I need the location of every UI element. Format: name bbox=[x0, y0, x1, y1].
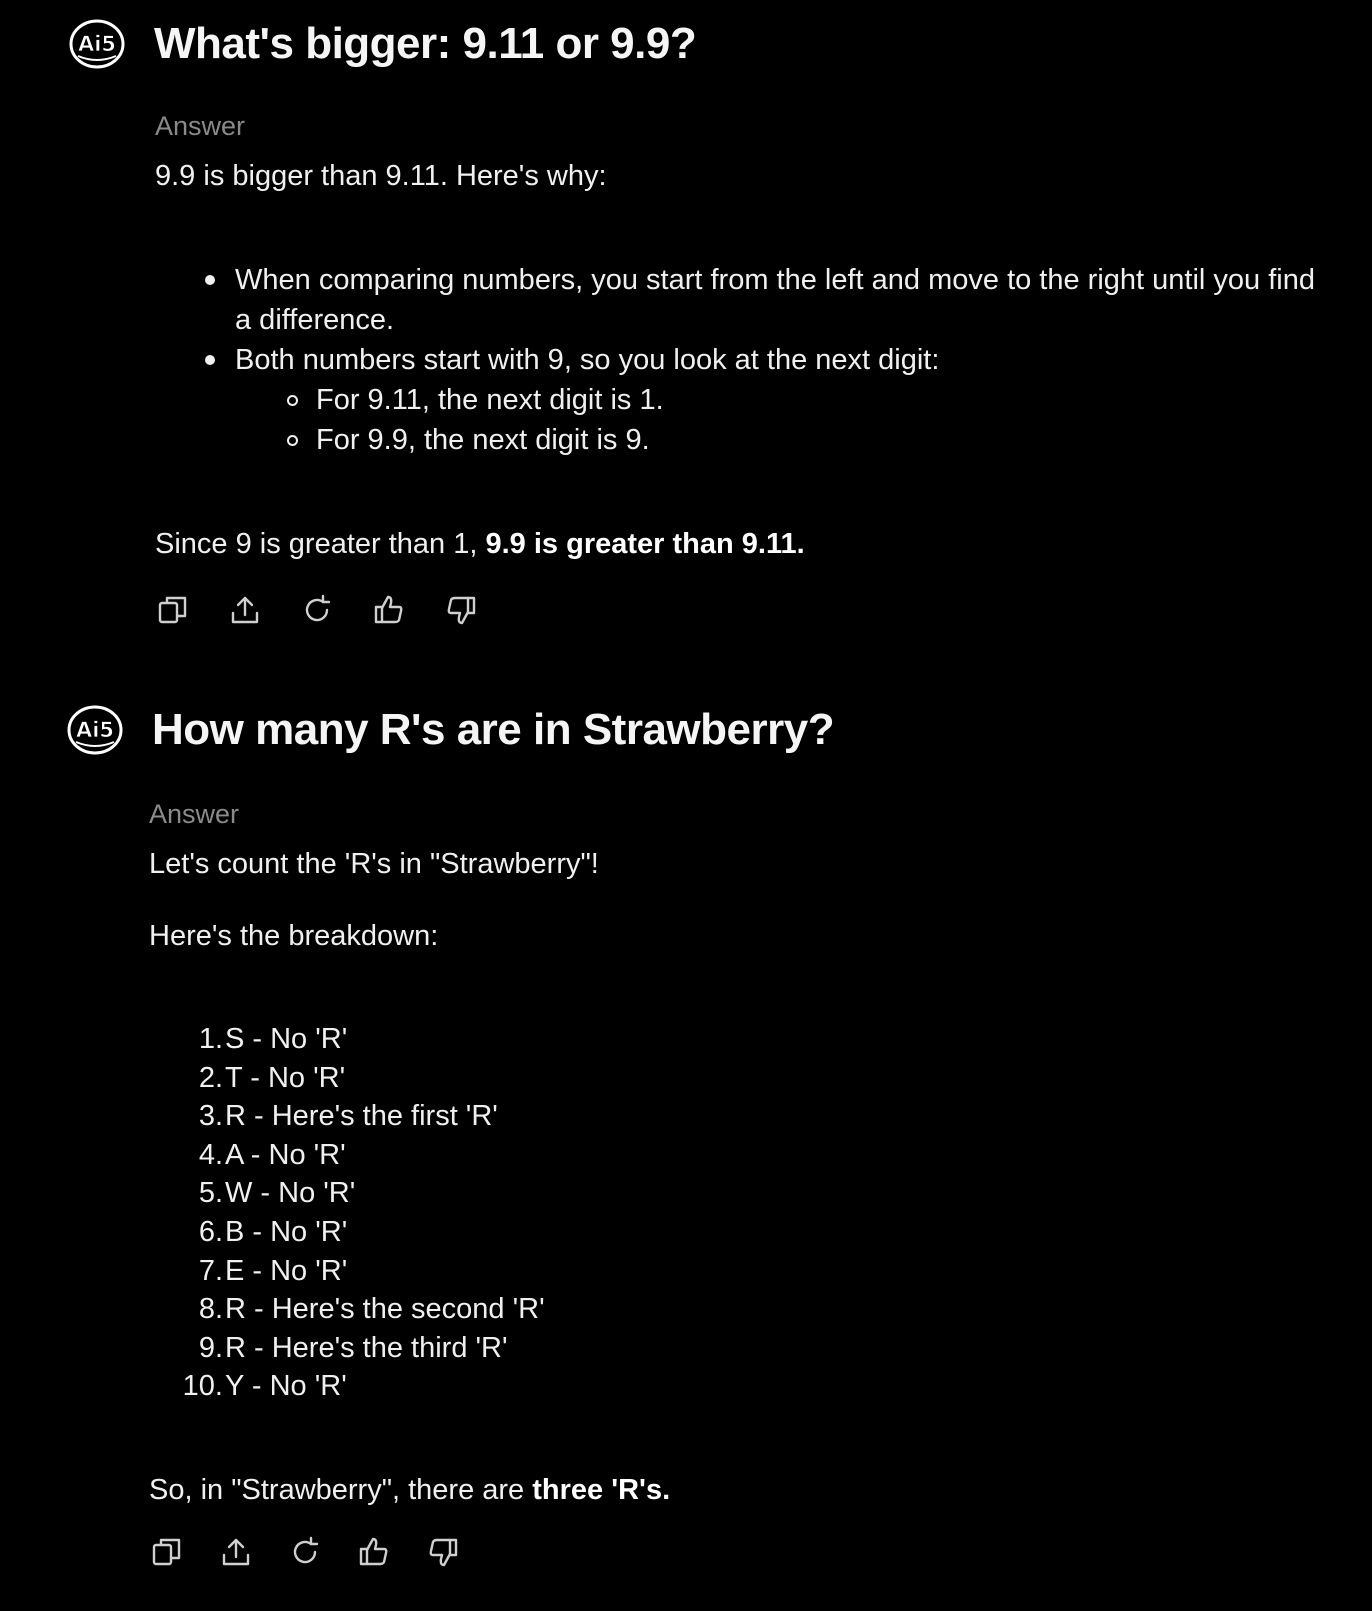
list-item: 10.Y - No 'R' bbox=[182, 1370, 347, 1403]
question-title: How many R's are in Strawberry? bbox=[152, 705, 835, 754]
copy-button[interactable] bbox=[149, 1534, 185, 1570]
share-icon bbox=[219, 1535, 253, 1569]
list-item: 8.R - Here's the second 'R' bbox=[198, 1293, 545, 1326]
sub-list bbox=[235, 380, 1332, 460]
answer-actions bbox=[155, 592, 1332, 628]
svg-text:Ai5: Ai5 bbox=[75, 718, 115, 742]
thumbs-down-icon bbox=[426, 1535, 460, 1569]
question-row bbox=[68, 18, 696, 70]
share-button[interactable] bbox=[218, 1534, 254, 1570]
answer-label: Answer bbox=[149, 799, 240, 829]
thumbs-down-button[interactable] bbox=[425, 1534, 461, 1570]
answer-intro: 9.9 is bigger than 9.11. Here's why: bbox=[155, 160, 607, 192]
thumbs-down-icon bbox=[444, 593, 478, 627]
thumbs-down-button[interactable] bbox=[443, 592, 479, 628]
list-item: Both numbers start with 9, so you look at the next digit: For 9.11, the next digit is 1. For 9.9, the next digit is 9. bbox=[235, 340, 1332, 460]
sub-list-item: For 9.11, the next digit is 1. bbox=[316, 380, 1332, 420]
copy-button[interactable] bbox=[155, 592, 191, 628]
copy-icon bbox=[156, 593, 190, 627]
list-item: 9.R - Here's the third 'R' bbox=[198, 1331, 508, 1364]
thumbs-up-button[interactable] bbox=[371, 592, 407, 628]
answer-conclusion: So, in "Strawberry", there are three 'R's. bbox=[149, 1473, 671, 1506]
answer-block bbox=[155, 110, 1332, 628]
answer-conclusion: Since 9 is greater than 1, 9.9 is greater than 9.11. bbox=[155, 528, 805, 560]
thumbs-up-icon bbox=[372, 593, 406, 627]
copy-icon bbox=[150, 1535, 184, 1569]
thumbs-up-button[interactable] bbox=[356, 1534, 392, 1570]
question-title: What's bigger: 9.11 or 9.9? bbox=[154, 19, 697, 68]
answer-label: Answer bbox=[155, 111, 246, 141]
svg-text:Ai5: Ai5 bbox=[77, 32, 117, 56]
answer-intro: Let's count the 'R's in "Strawberry"! bbox=[149, 848, 599, 880]
sub-list-item: For 9.9, the next digit is 9. bbox=[316, 420, 1332, 460]
regenerate-button[interactable] bbox=[299, 592, 335, 628]
list-item: 3.R - Here's the first 'R' bbox=[198, 1100, 498, 1133]
share-icon bbox=[228, 593, 262, 627]
answer-actions bbox=[149, 1534, 1332, 1570]
regenerate-button[interactable] bbox=[287, 1534, 323, 1570]
question-row bbox=[66, 704, 834, 756]
regenerate-icon bbox=[288, 1535, 322, 1569]
share-button[interactable] bbox=[227, 592, 263, 628]
answer-block bbox=[149, 798, 1332, 1570]
thumbs-up-icon bbox=[357, 1535, 391, 1569]
list-item: When comparing numbers, you start from the left and move to the right until you find a difference. bbox=[235, 260, 1332, 340]
regenerate-icon bbox=[300, 593, 334, 627]
list-item: 6.B - No 'R' bbox=[198, 1215, 348, 1248]
list-item: 1.S - No 'R' bbox=[198, 1023, 348, 1055]
list-item: 2.T - No 'R' bbox=[198, 1061, 346, 1094]
list-item: 5.W - No 'R' bbox=[198, 1177, 356, 1210]
list-item: 7.E - No 'R' bbox=[198, 1254, 348, 1287]
list-item: 4.A - No 'R' bbox=[198, 1138, 346, 1171]
letter-breakdown-list bbox=[149, 1020, 1332, 1406]
reason-list bbox=[155, 260, 1332, 460]
ai5-logo-icon bbox=[66, 704, 124, 756]
ai5-logo-icon bbox=[68, 18, 126, 70]
answer-intro-2: Here's the breakdown: bbox=[149, 920, 439, 952]
